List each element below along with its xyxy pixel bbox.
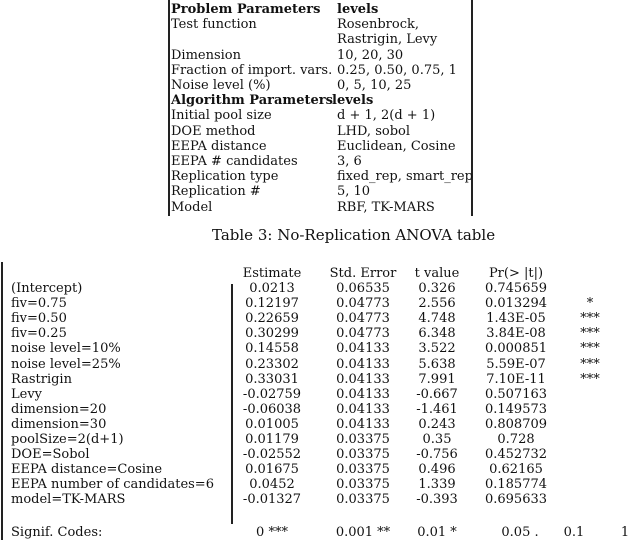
std-error: 0.04133 [336, 416, 390, 432]
signif-code: 0.01 * [417, 525, 457, 540]
estimate: 0.30299 [245, 326, 299, 342]
estimate: 0.01005 [245, 416, 299, 432]
parameter-levels: RBF, TK-MARS [337, 199, 435, 215]
signif-code: 0.05 . [501, 525, 539, 540]
parameter-levels: levels [332, 93, 374, 109]
std-error: 0.03375 [336, 447, 390, 463]
p-value: 0.000851 [484, 341, 548, 357]
signif-code: 1 [620, 525, 630, 540]
row-label: fiv=0.75 [11, 296, 67, 312]
estimate: 0.33031 [245, 371, 299, 387]
signif-code: 0.001 ** [335, 525, 391, 540]
parameter-name: Problem Parameters [171, 2, 321, 17]
parameter-name: Noise level (%) [171, 78, 271, 93]
p-value: 0.745659 [484, 281, 548, 296]
estimate: 0.0213 [249, 281, 295, 296]
parameter-levels: d + 1, 2(d + 1) [337, 108, 436, 124]
parameter-levels: 3, 6 [337, 154, 362, 169]
t-value: -0.393 [416, 492, 458, 508]
parameter-name: Replication type [171, 169, 279, 185]
std-error: 0.04773 [336, 311, 390, 327]
p-value: 0.507163 [484, 386, 548, 402]
t-value: 6.348 [418, 326, 456, 342]
p-value: 5.59E-07 [486, 356, 546, 372]
column-header: Std. Error [329, 266, 397, 281]
std-error: 0.04773 [336, 326, 390, 342]
estimate: -0.02759 [242, 386, 302, 402]
signif-code: 0 *** [256, 525, 288, 540]
significance: *** [580, 341, 600, 357]
row-label: noise level=10% [11, 341, 121, 357]
p-value: 3.84E-08 [486, 326, 546, 342]
table-border-left [1, 262, 3, 540]
parameter-levels: 0, 5, 10, 25 [337, 78, 412, 93]
row-label: poolSize=2(d+1) [11, 432, 124, 447]
row-label: fiv=0.25 [11, 326, 67, 342]
t-value: 4.748 [418, 311, 456, 327]
std-error: 0.04773 [336, 296, 390, 312]
significance: *** [580, 356, 600, 372]
p-value: 7.10E-11 [486, 371, 546, 387]
estimate: 0.23302 [245, 356, 299, 372]
std-error: 0.04133 [336, 371, 390, 387]
parameter-name: DOE method [171, 123, 256, 139]
signif-codes-label: Signif. Codes: [11, 525, 103, 540]
estimate: -0.01327 [242, 492, 302, 508]
parameter-name: EEPA # candidates [171, 154, 298, 169]
table-caption: Table 3: No-Replication ANOVA table [212, 226, 496, 244]
parameter-name: Algorithm Parameters [171, 93, 333, 109]
estimate: 0.12197 [245, 296, 299, 312]
estimate: 0.0452 [249, 477, 295, 493]
t-value: 0.496 [418, 462, 456, 478]
row-label: (Intercept) [11, 281, 83, 296]
parameter-levels: 10, 20, 30 [337, 47, 404, 63]
p-value: 0.149573 [484, 401, 548, 417]
column-header: Estimate [242, 266, 302, 281]
t-value: 2.556 [418, 296, 456, 312]
row-label: EEPA number of candidates=6 [11, 477, 214, 493]
parameter-levels: fixed_rep, smart_rep [337, 169, 473, 185]
t-value: 0.326 [418, 281, 456, 296]
parameter-name: Test function [171, 17, 257, 33]
estimate: 0.22659 [245, 311, 299, 327]
row-label: dimension=30 [11, 416, 107, 432]
row-label: Levy [11, 386, 43, 402]
t-value: -1.461 [416, 401, 458, 417]
p-value: 0.695633 [484, 492, 548, 508]
parameter-levels: Rastrigin, Levy [337, 32, 438, 48]
parameter-name: Model [171, 199, 213, 215]
t-value: -0.667 [416, 386, 458, 402]
p-value: 0.452732 [484, 447, 548, 463]
column-header: t value [414, 266, 460, 281]
t-value: 0.35 [422, 432, 452, 447]
row-label: noise level=25% [11, 356, 121, 372]
t-value: -0.756 [416, 447, 458, 463]
parameter-name: Dimension [171, 47, 242, 63]
significance: *** [580, 371, 600, 387]
std-error: 0.04133 [336, 401, 390, 417]
parameter-levels: levels [337, 2, 379, 17]
row-label: Rastrigin [11, 371, 72, 387]
p-value: 0.728 [497, 432, 535, 447]
std-error: 0.03375 [336, 492, 390, 508]
significance: *** [580, 326, 600, 342]
std-error: 0.03375 [336, 462, 390, 478]
parameter-name: Initial pool size [171, 108, 272, 124]
estimate: -0.02552 [242, 447, 302, 463]
p-value: 0.62165 [489, 462, 543, 478]
t-value: 5.638 [418, 356, 456, 372]
estimate: -0.06038 [242, 401, 302, 417]
parameter-levels: Euclidean, Cosine [337, 138, 456, 154]
std-error: 0.04133 [336, 341, 390, 357]
row-label: fiv=0.50 [11, 311, 67, 327]
signif-code: 0.1 [563, 525, 585, 540]
significance: *** [580, 311, 600, 327]
row-label: model=TK-MARS [11, 492, 126, 508]
parameter-name: Replication # [171, 184, 261, 200]
std-error: 0.03375 [336, 477, 390, 493]
parameter-levels: LHD, sobol [337, 123, 410, 139]
parameter-name: EEPA distance [171, 138, 267, 154]
estimate: 0.01675 [245, 462, 299, 478]
p-value: 0.013294 [484, 296, 548, 312]
row-label: DOE=Sobol [11, 447, 90, 463]
table-border-left [168, 0, 170, 216]
t-value: 3.522 [418, 341, 456, 357]
estimate: 0.14558 [245, 341, 299, 357]
std-error: 0.03375 [336, 432, 390, 447]
parameter-levels: Rosenbrock, [337, 17, 420, 33]
significance: * [586, 296, 594, 312]
estimate: 0.01179 [245, 432, 299, 447]
std-error: 0.04133 [336, 356, 390, 372]
column-header: Pr(> |t|) [488, 266, 544, 281]
row-label: EEPA distance=Cosine [11, 462, 163, 478]
parameter-name: Fraction of import. vars. [171, 62, 333, 78]
t-value: 7.991 [418, 371, 456, 387]
p-value: 1.43E-05 [486, 311, 546, 327]
t-value: 0.243 [418, 416, 456, 432]
t-value: 1.339 [418, 477, 456, 493]
p-value: 0.185774 [484, 477, 548, 493]
std-error: 0.06535 [336, 281, 390, 296]
p-value: 0.808709 [484, 416, 548, 432]
parameter-levels: 5, 10 [337, 184, 371, 200]
std-error: 0.04133 [336, 386, 390, 402]
row-label: dimension=20 [11, 401, 107, 417]
parameter-levels: 0.25, 0.50, 0.75, 1 [337, 62, 457, 78]
column-divider [231, 284, 233, 524]
